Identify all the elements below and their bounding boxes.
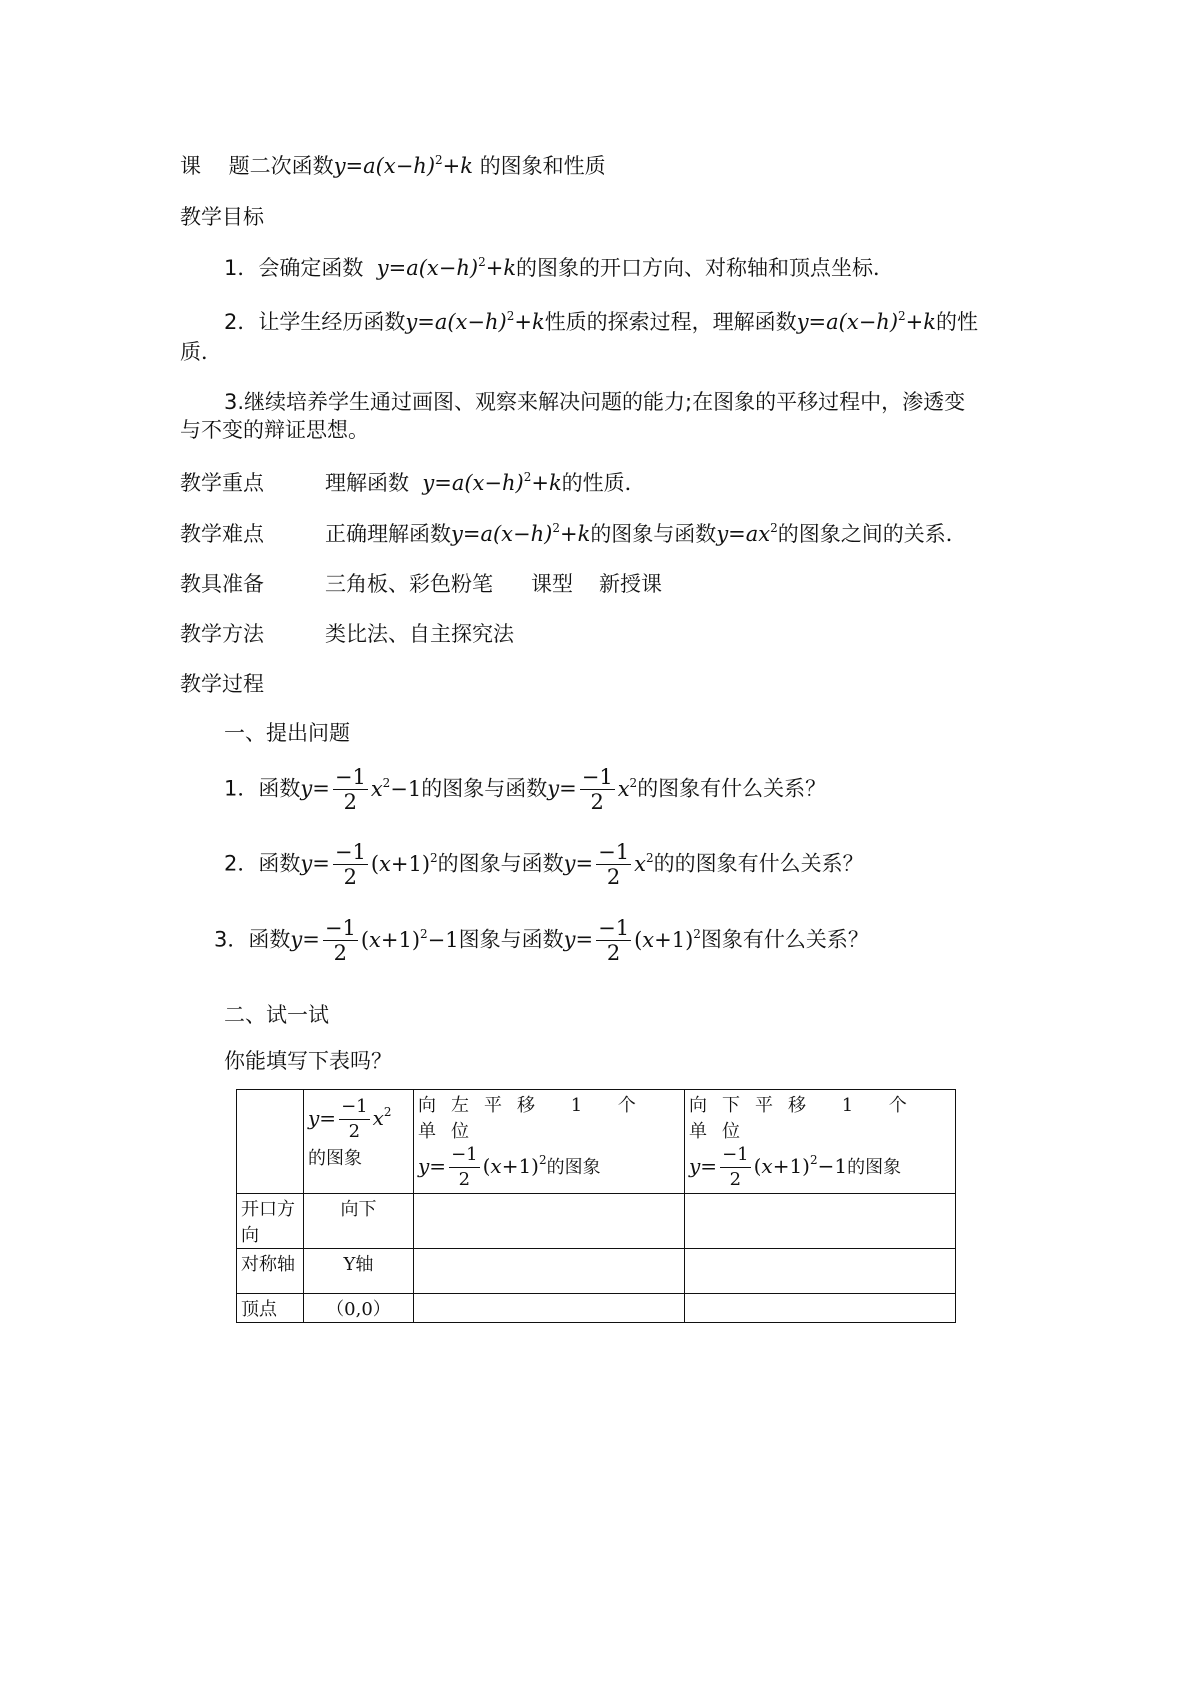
empty-cell: [414, 1194, 685, 1249]
tools-label: 教具准备: [180, 572, 264, 596]
method: 教学方法 类比法、自主探究法: [180, 618, 514, 648]
section2-heading: 二、试一试: [224, 1003, 329, 1027]
fraction: $\frac{-1}{2}$: [598, 840, 630, 889]
question-2: 2．函数y= $\frac{-1}{2}$ $(x+1)^2$的图象与函数y= $\frac{-1}{2}$ $x^2$的的图象有什么关系？: [224, 840, 864, 889]
objective-3-line1: 3.继续培养学生通过画图、观察来解决问题的能力;在图象的平移过程中，渗透变: [224, 390, 966, 414]
row-label: 开口方向: [237, 1194, 304, 1249]
difficulty: 教学难点 正确理解函数$y=a(x-h)^2+k$的图象与函数$y=ax^2$的图象之间的关系．: [180, 518, 967, 548]
objective-3-line2: 与不变的辩证思想。: [180, 418, 369, 442]
method-label: 教学方法: [180, 622, 264, 646]
fraction: $\frac{-1}{2}$: [598, 916, 630, 965]
empty-cell: [685, 1249, 956, 1294]
topic-line: [180, 150, 606, 180]
topic-suffix: 的图象和性质: [479, 154, 606, 178]
key-point-label: 教学重点: [180, 471, 264, 495]
table-corner-cell: [237, 1090, 304, 1194]
objective-2: 2．让学生经历函数$y=a(x-h)^2+k$性质的探索过程，理解函数$y=a(x-h)^2+k$的性: [224, 309, 978, 334]
topic-prefix: 课 题二次函数: [180, 154, 334, 178]
section2-prompt: 你能填写下表吗？: [224, 1049, 392, 1073]
key-point: 教学重点 理解函数 $y=a(x-h)^2+k$的性质．: [180, 467, 646, 497]
question-3: 3．函数y= $\frac{-1}{2}$ $(x+1)^2-1$图象与函数y= $\frac{-1}{2}$ $(x+1)^2$图象有什么关系？: [214, 916, 869, 965]
fraction: $\frac{-1}{2}$: [334, 765, 366, 814]
table-row: [237, 1194, 956, 1249]
table-header-row: [237, 1090, 956, 1194]
section1-heading: 一、提出问题: [224, 721, 350, 745]
objective-2-cont: 质．: [180, 340, 222, 364]
question-1: 1．函数y= $\frac{-1}{2}$ $x^2-1$的图象与函数y= $\frac{-1}{2}$ $x^2$的图象有什么关系？: [224, 765, 827, 814]
tools: 教具准备 三角板、彩色粉笔 课型 新授课: [180, 568, 662, 598]
table-header-base: y= $\frac{-1}{2}$ $x^2$ 的图象: [304, 1090, 414, 1194]
empty-cell: [685, 1294, 956, 1323]
fraction: $\frac{-1}{2}$: [334, 840, 366, 889]
empty-cell: [414, 1294, 685, 1323]
table-row: [237, 1294, 956, 1323]
translation-table: [236, 1089, 956, 1323]
row-label: 对称轴: [237, 1249, 304, 1294]
empty-cell: [414, 1249, 685, 1294]
fraction: $\frac{-1}{2}$: [581, 765, 613, 814]
objective-1: 1．会确定函数 $y=a(x-h)^2+k$的图象的开口方向、对称轴和顶点坐标．: [224, 255, 895, 280]
row-value: （0,0）: [304, 1294, 414, 1323]
topic-formula: $y=a(x-h)^2+k$: [333, 153, 473, 178]
row-label: 顶点: [237, 1294, 304, 1323]
table-header-left-shift: 向左平移 1 个单位 y= $\frac{-1}{2}$ $(x+1)^2$的图象: [414, 1090, 685, 1194]
table-row: [237, 1249, 956, 1294]
table-header-down-shift: 向下平移 1 个单位 y= $\frac{-1}{2}$ $(x+1)^2-1$的图象: [685, 1090, 956, 1194]
process-label: 教学过程: [180, 672, 264, 696]
row-value: Y轴: [304, 1249, 414, 1294]
objectives-heading: 教学目标: [180, 205, 264, 229]
empty-cell: [685, 1194, 956, 1249]
fraction: $\frac{-1}{2}$: [324, 916, 356, 965]
difficulty-label: 教学难点: [180, 522, 264, 546]
row-value: 向下: [304, 1194, 414, 1249]
